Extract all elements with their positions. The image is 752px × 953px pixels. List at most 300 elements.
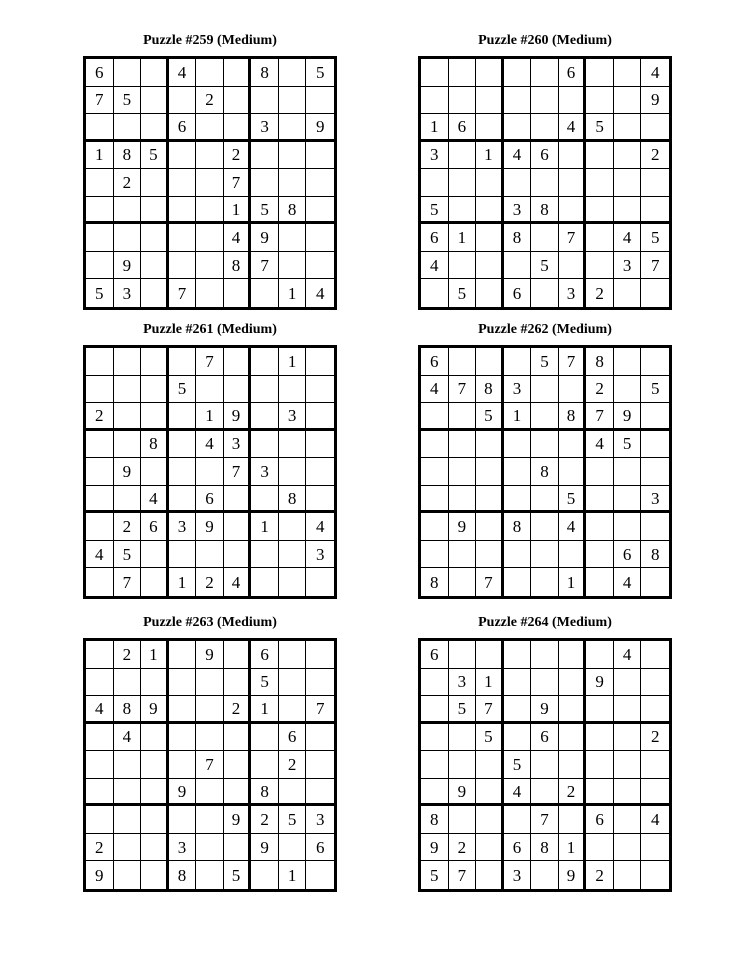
sudoku-cell: 6 (421, 348, 449, 376)
sudoku-cell: 1 (141, 641, 169, 669)
sudoku-cell (614, 197, 642, 225)
sudoku-cell: 6 (251, 641, 279, 669)
sudoku-cell (224, 87, 252, 115)
puzzle-title: Puzzle #259 (Medium) (143, 33, 277, 48)
sudoku-cell (421, 669, 449, 697)
sudoku-cell (531, 224, 559, 252)
sudoku-cell (251, 724, 279, 752)
sudoku-cell (504, 348, 532, 376)
puzzle-title: Puzzle #263 (Medium) (143, 615, 277, 630)
sudoku-cell (641, 779, 669, 807)
sudoku-cell (586, 779, 614, 807)
sudoku-cell (586, 724, 614, 752)
sudoku-cell: 4 (559, 513, 587, 541)
sudoku-cell: 5 (476, 724, 504, 752)
sudoku-cell (141, 279, 169, 307)
sudoku-cell (141, 669, 169, 697)
sudoku-cell: 7 (114, 568, 142, 596)
sudoku-cell: 4 (641, 59, 669, 87)
sudoku-cell (614, 751, 642, 779)
sudoku-cell: 9 (224, 806, 252, 834)
sudoku-cell: 9 (251, 834, 279, 862)
sudoku-cell (476, 806, 504, 834)
sudoku-cell: 5 (251, 669, 279, 697)
sudoku-cell (279, 114, 307, 142)
sudoku-cell (224, 541, 252, 569)
sudoku-cell: 5 (586, 114, 614, 142)
sudoku-cell (169, 252, 197, 280)
sudoku-cell (196, 224, 224, 252)
sudoku-cell (531, 669, 559, 697)
sudoku-cell (586, 197, 614, 225)
sudoku-cell (86, 779, 114, 807)
sudoku-cell: 6 (141, 513, 169, 541)
sudoku-cell (504, 641, 532, 669)
sudoku-cell (196, 142, 224, 170)
sudoku-cell: 7 (86, 87, 114, 115)
sudoku-cell (476, 513, 504, 541)
sudoku-cell (559, 376, 587, 404)
sudoku-cell: 5 (421, 861, 449, 889)
sudoku-cell: 8 (141, 431, 169, 459)
sudoku-cell: 2 (559, 779, 587, 807)
sudoku-cell (141, 724, 169, 752)
sudoku-cell: 9 (449, 513, 477, 541)
sudoku-cell: 2 (251, 806, 279, 834)
sudoku-cell (476, 224, 504, 252)
sudoku-cell (224, 641, 252, 669)
sudoku-cell (251, 142, 279, 170)
sudoku-cell (169, 431, 197, 459)
sudoku-cell (114, 224, 142, 252)
puzzle-title: Puzzle #264 (Medium) (478, 615, 612, 630)
sudoku-cell: 3 (251, 114, 279, 142)
sudoku-cell (279, 252, 307, 280)
sudoku-cell (559, 169, 587, 197)
sudoku-cell: 9 (559, 861, 587, 889)
sudoku-cell (614, 59, 642, 87)
sudoku-cell: 5 (421, 197, 449, 225)
sudoku-cell: 8 (279, 197, 307, 225)
sudoku-cell (196, 834, 224, 862)
sudoku-cell (531, 431, 559, 459)
sudoku-cell: 8 (531, 197, 559, 225)
sudoku-cell (614, 724, 642, 752)
sudoku-cell: 5 (86, 279, 114, 307)
sudoku-cell (279, 169, 307, 197)
sudoku-cell: 9 (169, 779, 197, 807)
sudoku-cell (614, 806, 642, 834)
sudoku-cell (476, 431, 504, 459)
sudoku-cell (586, 87, 614, 115)
sudoku-grid (83, 56, 337, 310)
sudoku-cell: 5 (114, 541, 142, 569)
sudoku-cell (421, 696, 449, 724)
sudoku-cell: 7 (476, 568, 504, 596)
sudoku-cell: 2 (224, 142, 252, 170)
sudoku-cell: 2 (586, 861, 614, 889)
sudoku-cell (306, 87, 334, 115)
sudoku-cell (114, 348, 142, 376)
sudoku-cell (449, 197, 477, 225)
sudoku-cell (224, 834, 252, 862)
sudoku-cell: 4 (504, 779, 532, 807)
sudoku-cell: 1 (559, 834, 587, 862)
sudoku-cell (114, 59, 142, 87)
sudoku-cell (224, 376, 252, 404)
sudoku-cell (196, 279, 224, 307)
sudoku-grid (418, 638, 672, 892)
sudoku-cell: 4 (586, 431, 614, 459)
sudoku-cell: 9 (586, 669, 614, 697)
sudoku-cell: 5 (449, 279, 477, 307)
sudoku-cell: 5 (279, 806, 307, 834)
sudoku-cell (614, 486, 642, 514)
sudoku-cell (641, 834, 669, 862)
sudoku-cell: 6 (449, 114, 477, 142)
sudoku-cell (504, 59, 532, 87)
sudoku-cell: 3 (306, 806, 334, 834)
sudoku-cell (476, 751, 504, 779)
sudoku-cell: 1 (504, 403, 532, 431)
sudoku-cell: 4 (421, 252, 449, 280)
sudoku-cell: 9 (141, 696, 169, 724)
sudoku-cell (251, 348, 279, 376)
sudoku-cell (141, 197, 169, 225)
sudoku-cell: 8 (504, 513, 532, 541)
sudoku-cell: 4 (86, 541, 114, 569)
sudoku-cell (641, 568, 669, 596)
sudoku-cell: 9 (449, 779, 477, 807)
sudoku-cell: 7 (559, 348, 587, 376)
sudoku-cell (449, 169, 477, 197)
sudoku-cell (114, 431, 142, 459)
sudoku-cell: 7 (641, 252, 669, 280)
sudoku-cell (279, 834, 307, 862)
sudoku-cell (504, 806, 532, 834)
sudoku-cell (169, 541, 197, 569)
sudoku-cell (531, 541, 559, 569)
sudoku-cell: 5 (641, 376, 669, 404)
sudoku-cell (86, 806, 114, 834)
sudoku-cell: 6 (531, 724, 559, 752)
puzzle-title: Puzzle #261 (Medium) (143, 322, 277, 337)
sudoku-cell (306, 641, 334, 669)
sudoku-cell: 9 (86, 861, 114, 889)
sudoku-cell: 3 (279, 403, 307, 431)
sudoku-cell (531, 486, 559, 514)
sudoku-cell: 2 (196, 87, 224, 115)
sudoku-cell: 3 (421, 142, 449, 170)
sudoku-cell (421, 486, 449, 514)
sudoku-cell (559, 724, 587, 752)
sudoku-cell: 7 (196, 348, 224, 376)
puzzle-title: Puzzle #260 (Medium) (478, 33, 612, 48)
sudoku-cell (476, 59, 504, 87)
sudoku-cell: 7 (531, 806, 559, 834)
sudoku-cell: 2 (114, 513, 142, 541)
sudoku-cell (141, 169, 169, 197)
sudoku-cell: 5 (251, 197, 279, 225)
sudoku-cell: 9 (306, 114, 334, 142)
sudoku-cell: 6 (421, 224, 449, 252)
sudoku-cell (196, 696, 224, 724)
sudoku-cell (141, 348, 169, 376)
sudoku-cell (279, 224, 307, 252)
sudoku-cell (559, 458, 587, 486)
sudoku-cell: 2 (114, 169, 142, 197)
sudoku-cell: 2 (86, 403, 114, 431)
sudoku-cell: 4 (614, 641, 642, 669)
sudoku-cell (504, 252, 532, 280)
sudoku-cell (449, 348, 477, 376)
sudoku-cell (169, 348, 197, 376)
sudoku-cell (476, 87, 504, 115)
sudoku-cell (306, 669, 334, 697)
sudoku-cell (421, 513, 449, 541)
sudoku-cell: 7 (476, 696, 504, 724)
sudoku-cell: 8 (224, 252, 252, 280)
sudoku-cell: 1 (279, 348, 307, 376)
sudoku-cell (141, 458, 169, 486)
sudoku-cell (251, 403, 279, 431)
sudoku-cell: 3 (251, 458, 279, 486)
sudoku-cell (279, 696, 307, 724)
sudoku-cell (251, 279, 279, 307)
sudoku-cell (586, 751, 614, 779)
sudoku-cell (449, 252, 477, 280)
sudoku-cell: 5 (476, 403, 504, 431)
sudoku-cell (306, 861, 334, 889)
sudoku-cell (641, 431, 669, 459)
sudoku-cell: 4 (421, 376, 449, 404)
sudoku-cell: 3 (641, 486, 669, 514)
sudoku-cell (279, 458, 307, 486)
sudoku-cell: 8 (641, 541, 669, 569)
sudoku-cell (114, 486, 142, 514)
sudoku-cell (421, 779, 449, 807)
sudoku-cell (251, 751, 279, 779)
sudoku-cell (531, 279, 559, 307)
sudoku-cell: 1 (251, 696, 279, 724)
sudoku-cell (86, 669, 114, 697)
sudoku-cell (449, 806, 477, 834)
sudoku-cell (196, 779, 224, 807)
sudoku-cell (614, 696, 642, 724)
sudoku-cell (114, 751, 142, 779)
sudoku-cell: 6 (586, 806, 614, 834)
sudoku-cell (141, 252, 169, 280)
sudoku-cell: 6 (421, 641, 449, 669)
sudoku-cell (421, 541, 449, 569)
sudoku-cell (559, 696, 587, 724)
sudoku-cell (251, 376, 279, 404)
sudoku-cell (251, 861, 279, 889)
sudoku-cell: 1 (559, 568, 587, 596)
sudoku-cell (421, 431, 449, 459)
sudoku-cell: 5 (504, 751, 532, 779)
sudoku-cell (531, 779, 559, 807)
sudoku-cell: 7 (449, 376, 477, 404)
sudoku-cell (504, 541, 532, 569)
sudoku-cell (449, 458, 477, 486)
sudoku-cell: 4 (614, 568, 642, 596)
sudoku-cell: 4 (169, 59, 197, 87)
sudoku-cell (476, 541, 504, 569)
sudoku-cell (504, 669, 532, 697)
sudoku-cell (196, 376, 224, 404)
sudoku-cell: 2 (641, 142, 669, 170)
sudoku-cell (86, 513, 114, 541)
sudoku-cell (586, 252, 614, 280)
sudoku-cell (114, 197, 142, 225)
sudoku-cell: 9 (251, 224, 279, 252)
sudoku-cell (641, 114, 669, 142)
sudoku-cell (586, 541, 614, 569)
sudoku-cell (614, 142, 642, 170)
sudoku-cell (531, 59, 559, 87)
sudoku-cell (641, 751, 669, 779)
sudoku-cell (86, 376, 114, 404)
sudoku-cell: 6 (279, 724, 307, 752)
sudoku-cell: 2 (279, 751, 307, 779)
sudoku-cell (279, 142, 307, 170)
sudoku-cell (141, 806, 169, 834)
sudoku-cell (531, 861, 559, 889)
sudoku-cell (614, 376, 642, 404)
sudoku-cell (421, 279, 449, 307)
sudoku-cell: 8 (114, 142, 142, 170)
sudoku-cell (169, 197, 197, 225)
sudoku-cell: 9 (114, 458, 142, 486)
sudoku-cell (504, 87, 532, 115)
sudoku-cell (559, 431, 587, 459)
sudoku-grid (83, 345, 337, 599)
sudoku-cell (641, 279, 669, 307)
sudoku-cell (586, 696, 614, 724)
sudoku-cell (641, 348, 669, 376)
sudoku-cell (641, 513, 669, 541)
sudoku-cell: 7 (224, 458, 252, 486)
sudoku-cell: 1 (449, 224, 477, 252)
sudoku-cell (531, 568, 559, 596)
sudoku-cell (476, 486, 504, 514)
sudoku-cell: 4 (114, 724, 142, 752)
sudoku-cell (196, 861, 224, 889)
sudoku-cell (279, 541, 307, 569)
sudoku-cell (476, 114, 504, 142)
sudoku-cell (224, 59, 252, 87)
sudoku-cell (141, 861, 169, 889)
sudoku-cell (559, 142, 587, 170)
sudoku-cell (306, 779, 334, 807)
sudoku-cell (421, 87, 449, 115)
sudoku-cell: 4 (141, 486, 169, 514)
sudoku-cell (586, 641, 614, 669)
sudoku-cell (421, 169, 449, 197)
sudoku-cell (586, 169, 614, 197)
sudoku-cell (114, 834, 142, 862)
sudoku-cell (504, 486, 532, 514)
sudoku-cell (114, 779, 142, 807)
sudoku-cell: 7 (449, 861, 477, 889)
sudoku-cell: 8 (114, 696, 142, 724)
sudoku-cell: 4 (614, 224, 642, 252)
sudoku-cell (586, 513, 614, 541)
sudoku-cell (449, 724, 477, 752)
sudoku-cell (504, 431, 532, 459)
sudoku-cell (306, 403, 334, 431)
sudoku-cell (559, 541, 587, 569)
sudoku-cell (476, 197, 504, 225)
sudoku-cell (169, 142, 197, 170)
sudoku-cell (306, 751, 334, 779)
sudoku-cell: 8 (476, 376, 504, 404)
sudoku-cell: 6 (169, 114, 197, 142)
sudoku-cell (559, 197, 587, 225)
sudoku-cell: 5 (114, 87, 142, 115)
sudoku-cell: 6 (504, 834, 532, 862)
sudoku-cell: 3 (449, 669, 477, 697)
sudoku-cell (306, 197, 334, 225)
sudoku-cell (86, 431, 114, 459)
sudoku-grid (83, 638, 337, 892)
sudoku-cell (224, 348, 252, 376)
sudoku-cell (279, 669, 307, 697)
sudoku-cell (279, 568, 307, 596)
sudoku-cell: 1 (169, 568, 197, 596)
sudoku-cell: 4 (224, 224, 252, 252)
sudoku-cell: 1 (196, 403, 224, 431)
sudoku-cell (196, 541, 224, 569)
sudoku-cell: 9 (641, 87, 669, 115)
sudoku-cell (141, 87, 169, 115)
sudoku-cell: 8 (531, 834, 559, 862)
sudoku-cell (476, 779, 504, 807)
sudoku-cell (86, 114, 114, 142)
sudoku-cell: 7 (224, 169, 252, 197)
sudoku-grid (418, 56, 672, 310)
sudoku-cell (641, 197, 669, 225)
sudoku-cell (224, 513, 252, 541)
sudoku-cell (586, 59, 614, 87)
sudoku-cell (141, 779, 169, 807)
sudoku-cell: 9 (114, 252, 142, 280)
sudoku-cell (641, 696, 669, 724)
sudoku-cell (279, 87, 307, 115)
sudoku-cell (141, 376, 169, 404)
sudoku-cell (224, 279, 252, 307)
sudoku-cell (614, 669, 642, 697)
sudoku-cell: 9 (196, 641, 224, 669)
sudoku-cell (141, 568, 169, 596)
sudoku-cell (114, 376, 142, 404)
sudoku-cell (531, 376, 559, 404)
sudoku-cell (614, 861, 642, 889)
sudoku-cell: 4 (196, 431, 224, 459)
sudoku-cell (251, 169, 279, 197)
sudoku-cell (224, 114, 252, 142)
sudoku-cell (251, 568, 279, 596)
sudoku-cell (449, 486, 477, 514)
sudoku-cell (86, 197, 114, 225)
sudoku-cell: 7 (559, 224, 587, 252)
sudoku-cell: 4 (306, 513, 334, 541)
sudoku-cell (586, 224, 614, 252)
sudoku-cell: 9 (531, 696, 559, 724)
sudoku-cell (559, 641, 587, 669)
sudoku-cell (476, 861, 504, 889)
